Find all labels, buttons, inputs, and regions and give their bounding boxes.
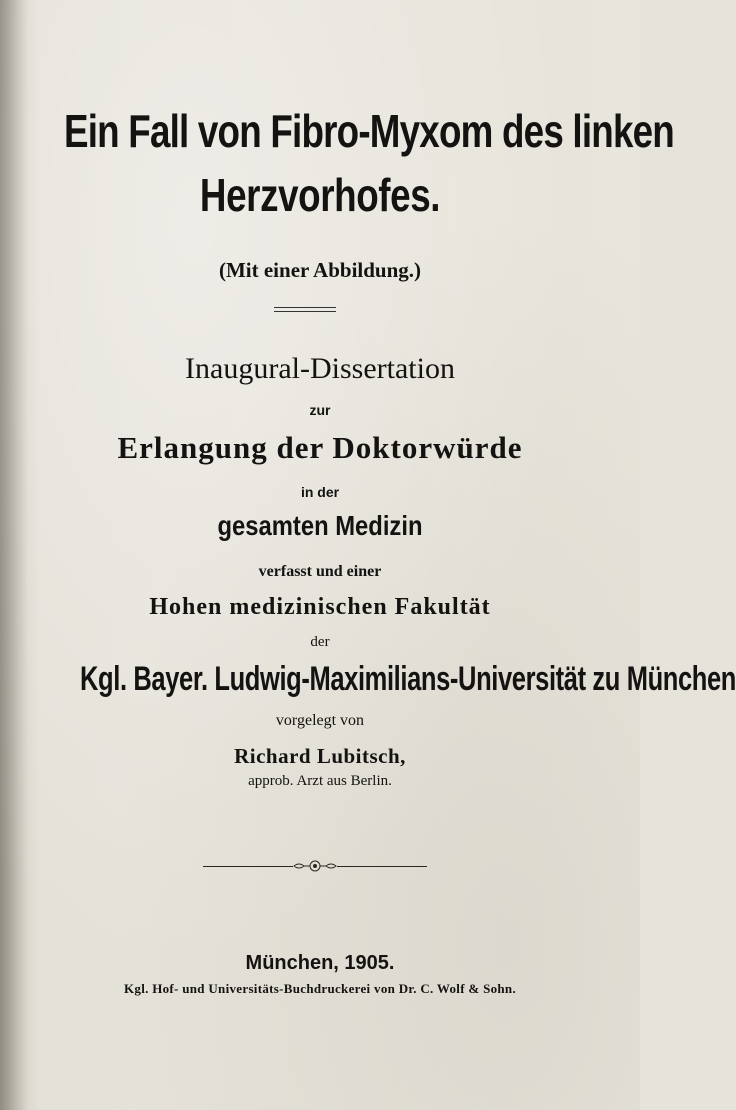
title-line-2: Herzvorhofes.	[199, 169, 441, 221]
dissertation-type: Inaugural-Dissertation	[185, 352, 455, 385]
ornament-rule-right	[337, 866, 427, 867]
dissertation-field: gesamten Medizin	[217, 510, 423, 541]
connector-in-der: in der	[300, 484, 340, 500]
dissertation-purpose: Erlangung der Doktorwürde	[117, 430, 523, 465]
university-name: Kgl. Bayer. Ludwig-Maximilians-Universität zu München	[80, 660, 736, 698]
ornament-divider	[203, 859, 427, 873]
imprint-place-year: München, 1905.	[245, 952, 395, 974]
connector-der: der	[310, 634, 330, 650]
connector-vorgelegt: vorgelegt von	[275, 712, 365, 729]
connector-verfasst: verfasst und einer	[258, 563, 382, 580]
subtitle: (Mit einer Abbildung.)	[218, 258, 422, 282]
author-credentials: approb. Arzt aus Berlin.	[248, 773, 392, 789]
author-name: Richard Lubitsch,	[234, 744, 406, 768]
ornament-rule-left	[203, 866, 293, 867]
fleuron-icon	[293, 859, 337, 873]
imprint-printer: Kgl. Hof- und Universitäts-Buchdruckerei von Dr. C. Wolf & Sohn.	[123, 981, 517, 996]
faculty-name: Hohen medizinischen Fakultät	[149, 594, 491, 620]
title-line-1: Ein Fall von Fibro-Myxom des linken	[64, 105, 674, 157]
connector-zur: zur	[309, 402, 331, 418]
page-edge-shadow	[0, 0, 28, 1110]
double-rule-divider	[274, 307, 336, 312]
